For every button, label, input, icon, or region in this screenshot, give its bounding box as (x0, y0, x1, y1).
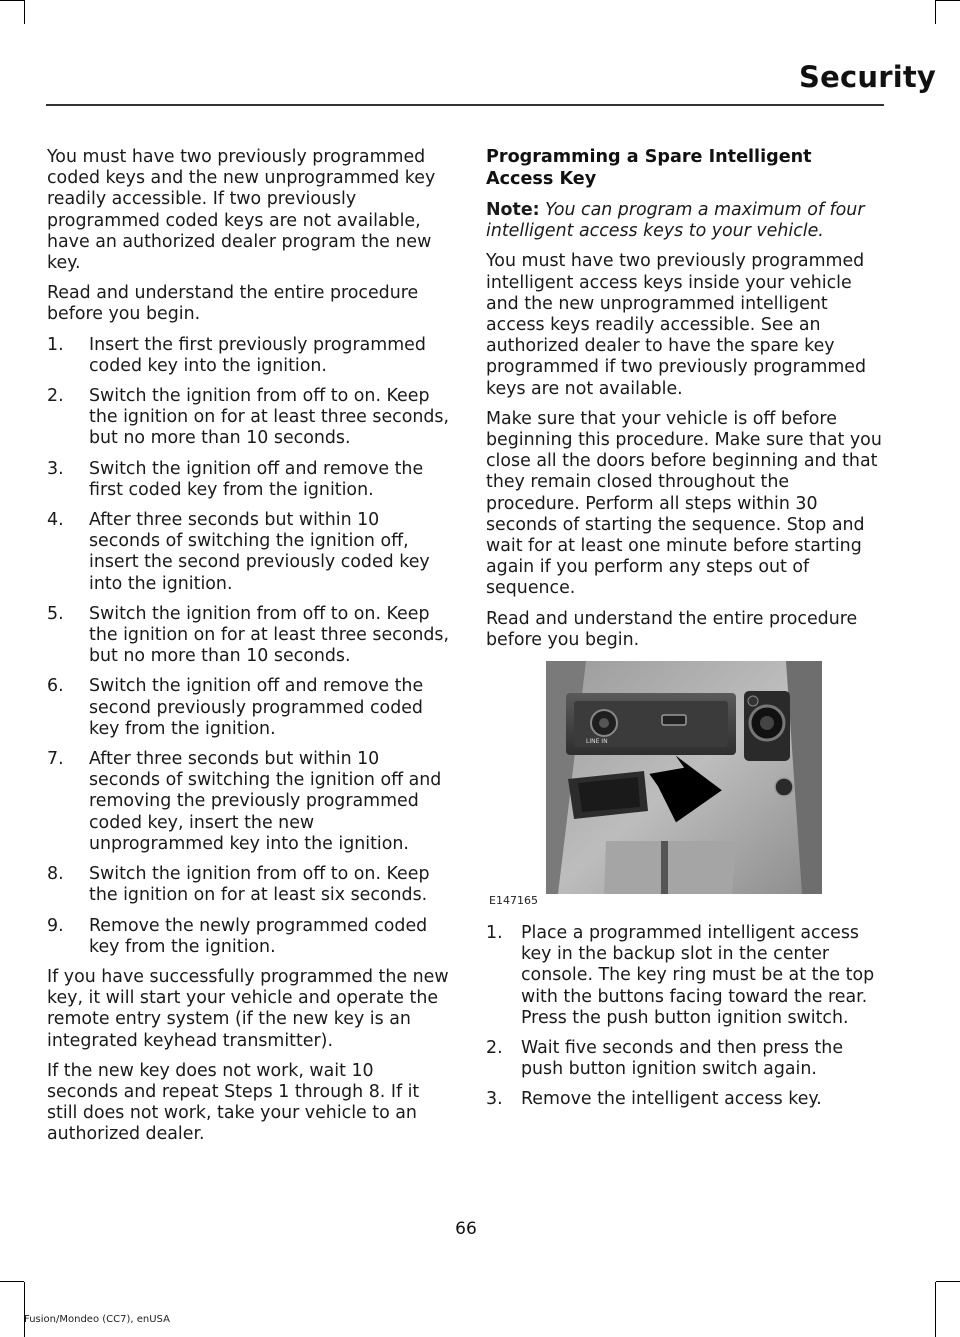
list-item (47, 604, 449, 668)
failure-paragraph: If the new key does not work, wait 10 seconds and repeat Steps 1 through 8. If it still does not work, take your vehicle to an authorized dealer. (47, 1060, 420, 1145)
read-first-paragraph: Read and understand the entire procedure before you begin. (47, 283, 419, 325)
step-number: 4. (47, 510, 64, 531)
success-paragraph: If you have successfully programmed the new key, it will start your vehicle and operate the remote entry system (if the new key is an integrated keyhead transmitter). (47, 966, 449, 1051)
note-label: Note: (486, 200, 540, 220)
model-label: Fusion/Mondeo (CC7), enUSA (24, 1314, 170, 1325)
crop-mark (24, 0, 25, 24)
crop-mark (936, 1281, 960, 1282)
step-number: 8. (47, 864, 64, 885)
step-text: After three seconds but within 10 seconds of switching the ignition off and removing the previously programmed coded key, insert the new unprogrammed key into the ignition. (89, 749, 442, 854)
step-number: 9. (47, 915, 64, 936)
step-number: 3. (47, 458, 64, 479)
crop-mark (935, 1282, 936, 1337)
page-number: 66 (455, 1219, 477, 1239)
step-text: Switch the ignition from off to on. Keep the ignition on for at least three seconds, but no more than 10 seconds. (89, 603, 450, 667)
console-backup-slot-figure (486, 661, 822, 911)
figure-code: E147165 (489, 893, 538, 907)
step-text: Switch the ignition from off to on. Keep the ignition on for at least six seconds. (89, 864, 430, 906)
intro-paragraph: You must have two previously programmed coded keys and the new unprogrammed key readily accessible. If two previously programmed coded keys are not available, have an authorized dealer program the new key. (47, 147, 436, 274)
crop-mark (936, 0, 960, 1)
intelligent-key-steps (486, 923, 882, 1111)
step-number: 2. (47, 386, 64, 407)
step-number: 7. (47, 749, 64, 770)
note-text: You can program a maximum of four intelligent access keys to your vehicle. (486, 200, 865, 242)
header-divider (46, 104, 884, 106)
crop-mark (0, 0, 24, 1)
list-item (47, 676, 449, 740)
list-item (47, 459, 449, 501)
right-column (486, 147, 882, 1120)
list-item (47, 749, 449, 855)
read-first-paragraph: Read and understand the entire procedure before you begin. (486, 608, 858, 650)
coded-key-steps (47, 335, 449, 958)
step-number: 3. (486, 1089, 503, 1110)
vehicle-off-paragraph: Make sure that your vehicle is off before beginning this procedure. Make sure that you close all the doors before beginning and that they remain closed throughout the procedure. Perform all steps within 30 seconds of starting the sequence. Stop and wait for at least one minute before starting again if you perform any steps out of sequence. (486, 408, 882, 599)
console-illustration (486, 661, 822, 911)
note-paragraph (486, 200, 882, 242)
step-number: 6. (47, 676, 64, 697)
list-item (47, 916, 449, 958)
list-item (47, 335, 449, 377)
list-item (486, 1038, 882, 1080)
step-number: 5. (47, 603, 64, 624)
section-heading: Programming a Spare Intelligent Access Key (486, 147, 812, 189)
step-text: After three seconds but within 10 seconds of switching the ignition off, insert the second previously coded key into the ignition. (89, 510, 430, 594)
step-number: 2. (486, 1038, 503, 1059)
step-number: 1. (47, 334, 64, 355)
list-item (47, 864, 449, 906)
step-text: Remove the newly programmed coded key from the ignition. (89, 915, 428, 957)
crop-mark (0, 1281, 24, 1282)
left-column (47, 147, 449, 1155)
list-item (47, 510, 449, 595)
step-text: Switch the ignition off and remove the second previously programmed coded key from the ignition. (89, 676, 424, 739)
crop-mark (935, 0, 936, 24)
step-text: Place a programmed intelligent access key in the backup slot in the center console. The key ring must be at the top with the buttons facing toward the rear. Press the push button ignition switch. (521, 923, 875, 1028)
step-text: Switch the ignition from off to on. Keep the ignition on for at least three seconds, but no more than 10 seconds. (89, 386, 450, 449)
step-text: Remove the intelligent access key. (521, 1089, 822, 1110)
page-title: Security (799, 60, 936, 94)
step-text: Wait five seconds and then press the push button ignition switch again. (521, 1038, 844, 1080)
line-in-label: LINE IN (586, 738, 608, 746)
requirements-paragraph: You must have two previously programmed intelligent access keys inside your vehicle and the new unprogrammed intelligent access keys readily accessible. See an authorized dealer to have the spare key programmed if two previously programmed keys are not available. (486, 251, 867, 399)
list-item (486, 1089, 882, 1110)
list-item (486, 923, 882, 1029)
step-text: Insert the first previously programmed coded key into the ignition. (89, 334, 426, 376)
step-number: 1. (486, 923, 503, 944)
crop-mark (24, 1282, 25, 1337)
step-text: Switch the ignition off and remove the first coded key from the ignition. (89, 458, 424, 500)
list-item (47, 386, 449, 450)
